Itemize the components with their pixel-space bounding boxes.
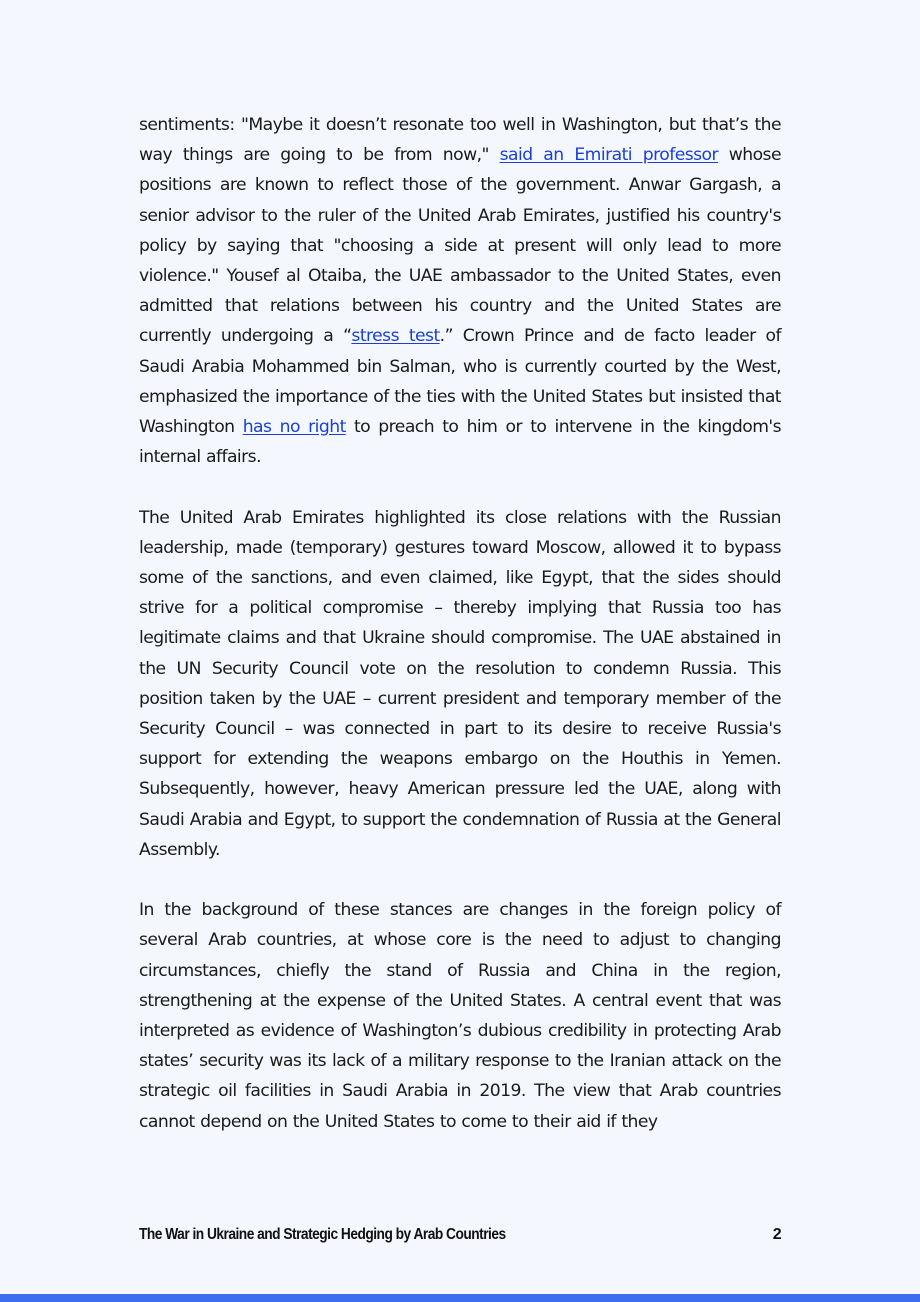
paragraph-text: sentiments: "Maybe it doesn’t resonate too well in Washington, but that’s the way things are going to be from now," (139, 115, 781, 166)
paragraph-text: .” Crown Prince and de facto leader of Saudi Arabia Mohammed bin Salman, who is currently courted by the West, emphasized the importance of the ties with the United States but insisted that Washington (139, 326, 781, 438)
paragraph-text: The United Arab Emirates highlighted its close relations with the Russian leadership, made (temporary) gestures toward Moscow, allowed it to bypass some of the sanctions, and even claimed, like Egypt, that the sides should strive for a political compromise – thereby implying that Russia too has legitimate claims and that Ukraine should compromise. The UAE abstained in the UN Security Council vote on the resolution to condemn Russia. This position taken by the UAE – current president and temporary member of the Security Council – was connected in part to its desire to receive Russia's support for extending the weapons embargo on the Houthis in Yemen. Subsequently, however, heavy American pressure led the UAE, along with Saudi Arabia and Egypt, to support the condemnation of Russia at the General Assembly. (139, 507, 781, 860)
paragraph-text: In the background of these stances are changes in the foreign policy of several Arab countries, at whose core is the need to adjust to changing circumstances, chiefly the stand of Russia and China in the region, strengthening at the expense of the United States. A central event that was interpreted as evidence of Washington’s dubious credibility in protecting Arab states’ security was its lack of a military response to the Iranian attack on the strategic oil facilities in Saudi Arabia in 2019. The view that Arab countries cannot depend on the United States to come to their aid if they (139, 900, 781, 1132)
paragraph-2 (139, 503, 781, 865)
paragraph-text: whose positions are known to reflect those of the government. Anwar Gargash, a senior advisor to the ruler of the United Arab Emirates, justified his country's policy by saying that "choosing a side at present will only lead to more violence." Yousef al Otaiba, the UAE ambassador to the United States, even admitted that relations between his country and the United States are currently undergoing a “ (139, 145, 781, 347)
paragraph-1 (139, 110, 781, 472)
paragraph-3 (139, 895, 781, 1137)
footer-title: The War in Ukraine and Strategic Hedging by Arab Countries (139, 1226, 506, 1243)
page-footer (139, 1222, 781, 1248)
bottom-accent-bar (0, 1294, 920, 1302)
document-body (139, 110, 781, 1167)
link-has-no-right[interactable]: has no right (242, 417, 346, 438)
link-stress-test[interactable]: stress test (351, 326, 440, 347)
paragraph-text: to preach to him or to intervene in the kingdom's internal affairs. (139, 417, 781, 468)
page-number: 2 (772, 1226, 781, 1243)
link-emirati-professor[interactable]: said an Emirati professor (499, 145, 719, 166)
